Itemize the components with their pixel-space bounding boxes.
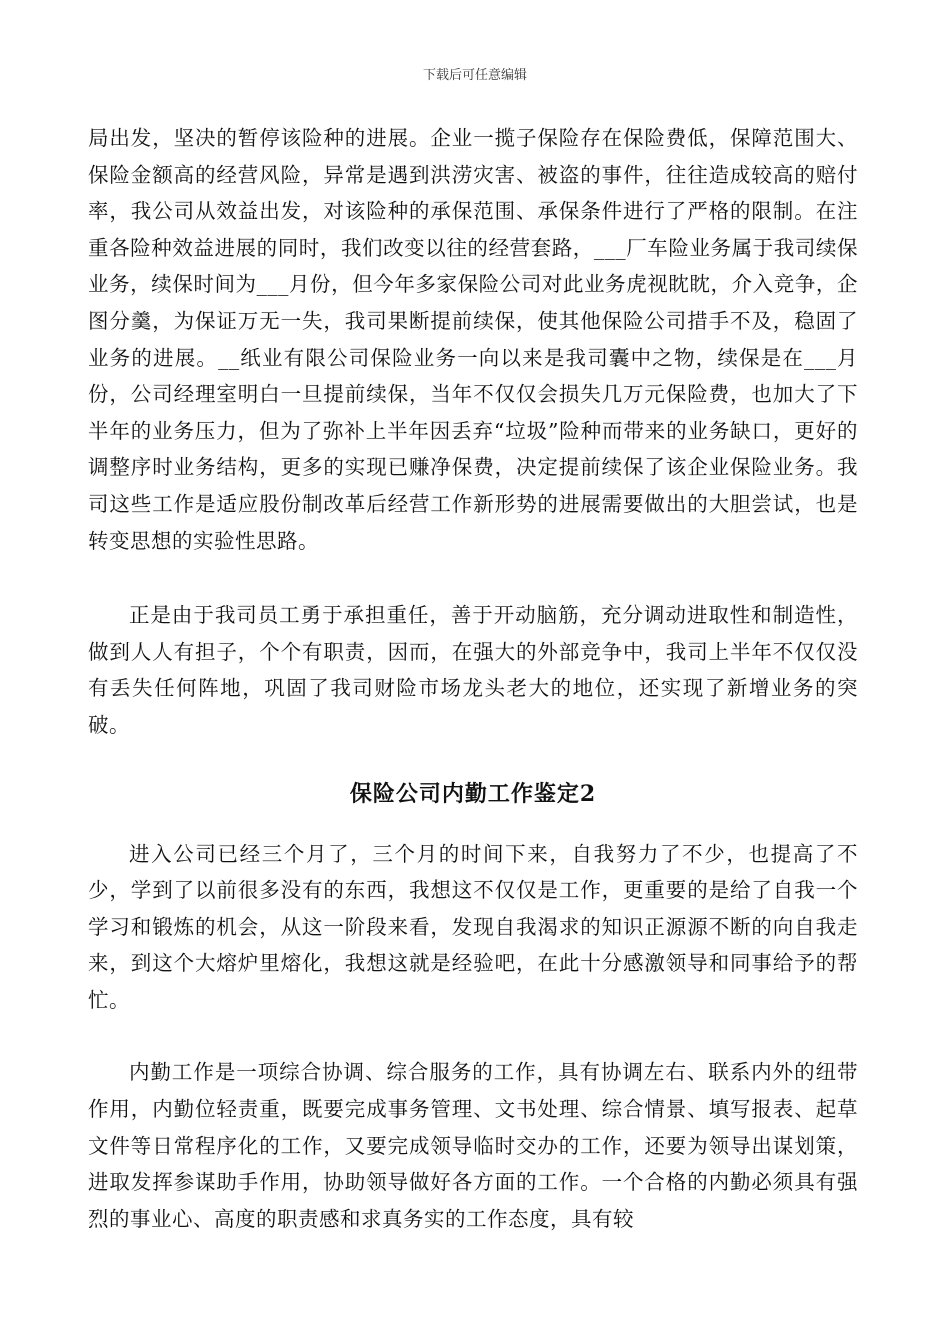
paragraph-4: 内勤工作是一项综合协调、综合服务的工作，具有协调左右、联系内外的纽带作用，内勤位轻责重，既要完成事务管理、文书处理、综合情景、填写报表、起草文件等日常程序化的工作，又要完成领导临时交办的工作，还要为领导出谋划策，进取发挥参谋助手作用，协助领导做好各方面的工作。一个合格的内勤必须具有强烈的事业心、高度的职责感和求真务实的工作态度，具有较 xyxy=(88,1060,858,1231)
section-title: 保险公司内勤工作鉴定2 xyxy=(349,780,597,807)
paragraph-3: 进入公司已经三个月了，三个月的时间下来，自我努力了不少，也提高了不少，学到了以前很多没有的东西，我想这不仅仅是工作，更重要的是给了自我一个学习和锻炼的机会，从这一阶段来看，发现自我渴求的知识正源源不断的向自我走来，到这个大熔炉里熔化，我想这就是经验吧，在此十分感激领导和同事给予的帮忙。 xyxy=(88,841,858,1012)
paragraph-2: 正是由于我司员工勇于承担重任，善于开动脑筋，充分调动进取性和制造性，做到人人有担子，个个有职责，因而，在强大的外部竞争中，我司上半年不仅仅没有丢失任何阵地，巩固了我司财险市场龙头老大的地位，还实现了新增业务的突破。 xyxy=(88,603,858,737)
page-header: 下载后可任意编辑 xyxy=(422,68,527,83)
document-body xyxy=(88,120,858,1237)
paragraph-1: 局出发，坚决的暂停该险种的进展。企业一揽子保险存在保险费低，保障范围大、保险金额高的经营风险，异常是遇到洪涝灾害、被盗的事件，往往造成较高的赔付率，我公司从效益出发，对该险种的承保范围、承保条件进行了严格的限制。在注重各险种效益进展的同时，我们改变以往的经营套路，___厂车险业务属于我司续保业务，续保时间为___月份，但今年多家保险公司对此业务虎视眈眈，介入竞争，企图分羹，为保证万无一失，我司果断提前续保，使其他保险公司措手不及，稳固了业务的进展。__纸业有限公司保险业务一向以来是我司囊中之物，续保是在___月份，公司经理室明白一旦提前续保，当年不仅仅会损失几万元保险费，也加大了下半年的业务压力，但为了弥补上半年因丢弃“垃圾”险种而带来的业务缺口，更好的调整序时业务结构，更多的实现已赚净保费，决定提前续保了该企业保险业务。我司这些工作是适应股份制改革后经营工作新形势的进展需要做出的大胆尝试，也是转变思想的实验性思路。 xyxy=(88,126,858,553)
